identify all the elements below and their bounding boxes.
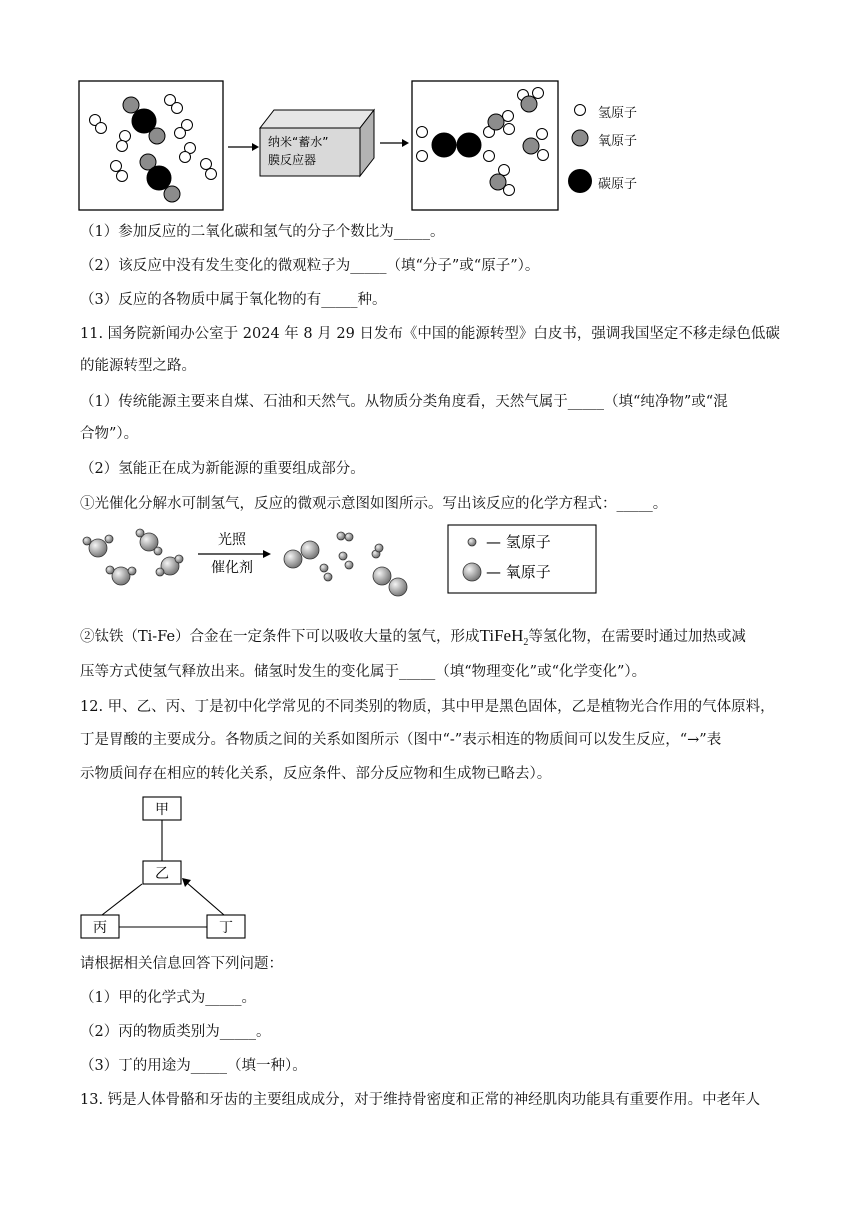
- condition-bottom: 催化剂: [211, 560, 253, 576]
- water-splitting-svg: [78, 524, 598, 604]
- legend-c-label: 碳原子: [598, 177, 638, 192]
- q12-part1: （1）甲的化学式为_____。: [80, 990, 256, 1006]
- arrow-ding-to-yi: [186, 882, 224, 915]
- edge-yi-bing: [102, 884, 142, 915]
- q12-part3: （3）丁的用途为_____（填一种）。: [80, 1058, 307, 1074]
- q12-intro-line2: 丁是胃酸的主要成分。各物质之间的关系如图所示（图中“-”表示相连的物质间可以发生反应，“→”表: [80, 732, 722, 748]
- q11-intro-line1: 11. 国务院新闻办公室于 2024 年 8 月 29 日发布《中国的能源转型》白皮书，强调我国坚定不移走绿色低碳: [80, 326, 780, 342]
- reactor-box: [260, 110, 374, 176]
- tifeh2-main: TiFeH: [479, 626, 524, 645]
- node-jia: 甲: [155, 802, 169, 818]
- carbon-legend-icon: [568, 169, 592, 193]
- q11-sub2-post: 等氢化物，在需要时通过加热或减: [528, 629, 746, 645]
- reaction-diagram-1: [78, 80, 598, 212]
- reactor-label-line1: 纳米“蓄水”: [268, 135, 329, 149]
- tifeh2-subscript: 2: [523, 637, 529, 648]
- q12-prompt: 请根据相关信息回答下列问题：: [80, 956, 283, 972]
- q12-part2: （2）丙的物质类别为_____。: [80, 1024, 271, 1040]
- legend-o-label: 氧原子: [598, 134, 638, 149]
- hydrogen-legend-icon: [575, 105, 586, 116]
- q11-sub1: ①光催化分解水可制氢气，反应的微观示意图如图所示。写出该反应的化学方程式：_____。: [80, 496, 668, 512]
- reaction-diagram-1-svg: [78, 80, 598, 212]
- node-yi: 乙: [155, 866, 169, 882]
- product-ethylene: [417, 127, 495, 162]
- reactor-label-line2: 膜反应器: [268, 153, 317, 167]
- legend-h-label: 氢原子: [598, 106, 638, 121]
- legend-2-h: — 氢原子: [486, 533, 551, 551]
- q12-intro-line1: 12. 甲、乙、丙、丁是初中化学常见的不同类别的物质，其中甲是黑色固体，乙是植物光合作用的气体原料，: [80, 699, 775, 715]
- water-splitting-diagram: [78, 524, 598, 604]
- product-molecules: [284, 532, 407, 596]
- q11-sub2-line1: [80, 626, 746, 653]
- q11-part2: （2）氢能正在成为新能源的重要组成部分。: [80, 461, 365, 477]
- water-molecules: [83, 529, 183, 585]
- q10-part1: （1）参加反应的二氧化碳和氢气的分子个数比为_____。: [80, 224, 445, 240]
- water-molecules-right: [488, 88, 549, 196]
- node-bing: 丙: [93, 920, 107, 936]
- q11-part1-line1: （1）传统能源主要来自煤、石油和天然气。从物质分类角度看，天然气属于_____（填“纯净物”或“混: [80, 394, 728, 410]
- q10-part3: （3）反应的各物质中属于氧化物的有_____种。: [80, 292, 387, 308]
- q11-part1-line2: 合物”）。: [80, 426, 139, 442]
- tifeh2-formula: [479, 626, 529, 648]
- q11-sub2-line2: 压等方式使氢气释放出来。储氢时发生的变化属于_____（填“物理变化”或“化学变化”）。: [80, 664, 647, 680]
- q11-intro-line2: 的能源转型之路。: [80, 358, 196, 374]
- relation-diagram: [78, 792, 278, 944]
- q13-intro-line1: 13. 钙是人体骨骼和牙齿的主要组成成分，对于维持骨密度和正常的神经肌肉功能具有重要作用。中老年人: [80, 1092, 761, 1108]
- q12-intro-line3: 示物质间存在相应的转化关系，反应条件、部分反应物和生成物已略去）。: [80, 766, 552, 782]
- oxygen-atom-icon: [463, 563, 481, 581]
- hydrogen-atom-icon: [468, 538, 476, 546]
- q10-part2: （2）该反应中没有发生变化的微观粒子为_____（填“分子”或“原子”）。: [80, 258, 540, 274]
- q11-sub2-pre: ②钛铁（Ti-Fe）合金在一定条件下可以吸收大量的氢气，形成: [80, 629, 480, 645]
- reactants-box: [79, 81, 223, 210]
- relation-diagram-svg: [78, 792, 278, 944]
- condition-top: 光照: [218, 532, 246, 548]
- legend-2-o: — 氧原子: [486, 563, 551, 581]
- co2-molecules-left: [123, 97, 180, 202]
- legend-1: [568, 105, 592, 194]
- node-ding: 丁: [219, 920, 233, 936]
- oxygen-legend-icon: [572, 130, 588, 146]
